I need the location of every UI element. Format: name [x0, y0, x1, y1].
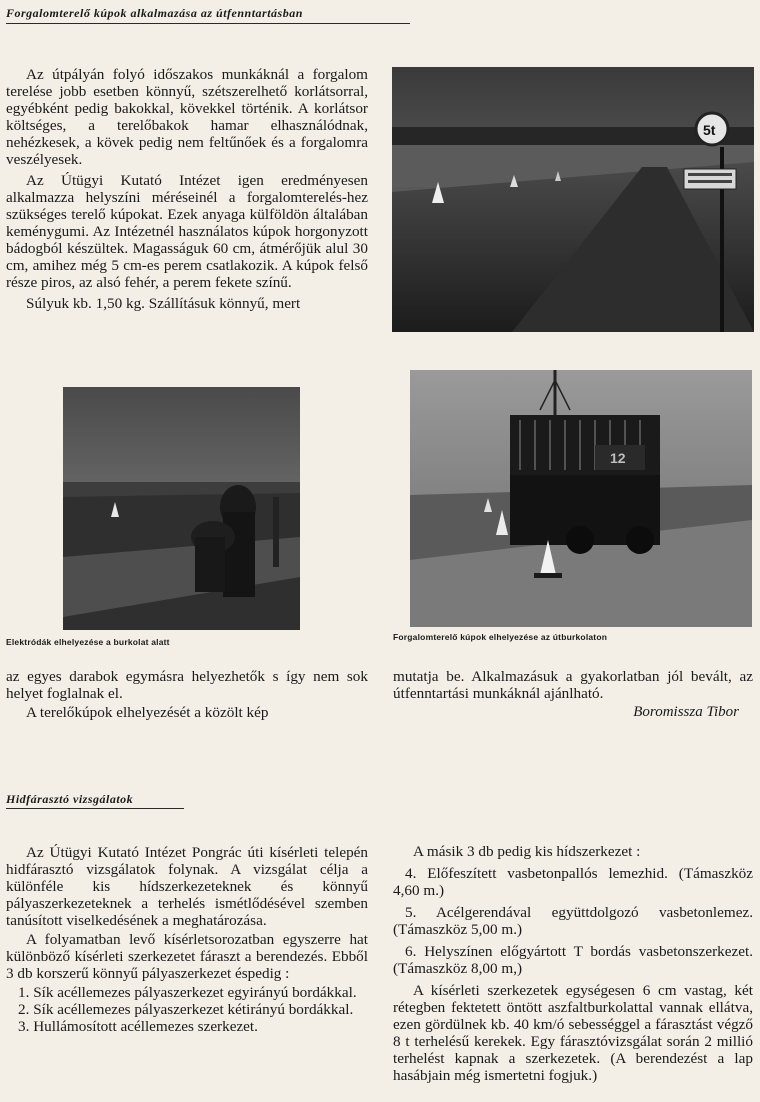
- article2-item-2: 2. Sík acéllemezes pályaszerkezet kétirányú bordákkal.: [18, 1001, 354, 1018]
- article2-closing: A kísérleti szerkezetek egységesen 6 cm vastag, két rétegben fektetett öntött aszfaltburkolattal vannak ellátva, ezen gördülnek kb. 40 km/ó sebességgel a fárasztást végző 8 t terhelésű kerekek. Egy fárasztóvizsgálat során 2 millió terhelést kapnak a szerkezetek. (A berendezést a lap hasábjain még ismertetni fogjuk.): [393, 982, 753, 1084]
- article2-item-3: 3. Hullámosított acéllemezes szerkezet.: [18, 1018, 258, 1035]
- caption-electrodes: Elektródák elhelyezése a burkolat alatt: [6, 637, 170, 647]
- article1-continuation-right: [393, 668, 753, 721]
- photo-electrodes: [63, 387, 300, 630]
- caption-truck-cones: Forgalomterelő kúpok elhelyezése az útburkolaton: [393, 632, 608, 642]
- article1-para-3: Súlyuk kb. 1,50 kg. Szállításuk könnyű, mert: [26, 295, 301, 312]
- article1-cont-right: mutatja be. Alkalmazásuk a gyakorlatban jól bevált, az útfenntartási munkáknál ajánlható.: [393, 668, 753, 702]
- article1-para-1: Az útpályán folyó időszakos munkáknál a forgalom terelése jobb esetben könnyű, szétszerelhető korlátsorral, egyébként pedig bakokkal, kövekkel történik. A korlátsor költséges, a terelőbakok hamar elhasználódnak, nehézkesek, a kövek pedig nem feltűnőek és a forgalomra veszélyesek.: [6, 66, 368, 168]
- article2-item-4: 4. Előfeszített vasbetonpallós lemezhid. (Támaszköz 4,60 m.): [393, 865, 753, 899]
- truck-number: 12: [610, 450, 626, 466]
- article1-left-column: [6, 66, 368, 312]
- sign-text: 5t: [703, 122, 716, 138]
- photo-truck-cones: [410, 370, 752, 627]
- article2-right-intro: A másik 3 db pedig kis hídszerkezet :: [413, 843, 641, 860]
- article2-title: Hidfárasztó vizsgálatok: [6, 792, 134, 806]
- article2-left-column: [6, 844, 368, 1035]
- article1-continuation-left: [6, 668, 368, 721]
- article2-title-rule: [6, 808, 184, 809]
- article1-cont-para-1: az egyes darabok egymásra helyezhetők s így nem sok helyet foglalnak el.: [6, 668, 368, 702]
- article2-para-2: A folyamatban levő kísérletsorozatban egyszerre hat különböző kísérleti szerkezetet fáraszt a berendezés. Ebből 3 db korszerű könnyű pályaszerkezet éspedig :: [6, 931, 368, 982]
- photo-road-sign-image: [392, 67, 754, 332]
- article2-para-1: Az Útügyi Kutató Intézet Pongrác úti kísérleti telepén hidfárasztó vizsgálatok folynak. A vizsgálat célja a különféle kis hídszerkezeteknek és könnyű pályaszerkezeteknek a terhelés ismétlődésével szemben tanúsított viselkedésének a meghatározása.: [6, 844, 368, 929]
- article1-para-2: Az Útügyi Kutató Intézet igen eredményesen alkalmazza helyszíni méréseinél a forgalomterelés-hez szükséges terelő kúpokat. Ezek anyaga külföldön általában keménygumi. Az Intézetnél használatos kúpok horgonyzott bádogból készültek. Magasságuk 60 cm, átmérőjük alul 30 cm, amihez még 5 cm-es perem csatlakozik. A kúpok felső része piros, az alsó fehér, a perem fekete színű.: [6, 172, 368, 291]
- photo-electrodes-image: [63, 387, 300, 630]
- article1-title: Forgalomterelő kúpok alkalmazása az útfenntartásban: [6, 6, 303, 20]
- article2-right-column: [393, 843, 753, 1084]
- photo-road-sign: [392, 67, 754, 332]
- photo-truck-cones-image: [410, 370, 752, 627]
- article1-cont-para-2: A terelőkúpok elhelyezését a közölt kép: [26, 704, 269, 721]
- article2-item-5: 5. Acélgerendával együttdolgozó vasbetonlemez. (Támaszköz 5,00 m.): [393, 904, 753, 938]
- article2-item-6: 6. Helyszínen előgyártott T bordás vasbetonszerkezet. (Támaszköz 8,00 m,): [393, 943, 753, 977]
- article1-title-rule: [6, 23, 410, 24]
- article2-item-1: 1. Sík acéllemezes pályaszerkezet egyirányú bordákkal.: [18, 984, 357, 1001]
- article1-author: Boromissza Tibor: [633, 704, 739, 720]
